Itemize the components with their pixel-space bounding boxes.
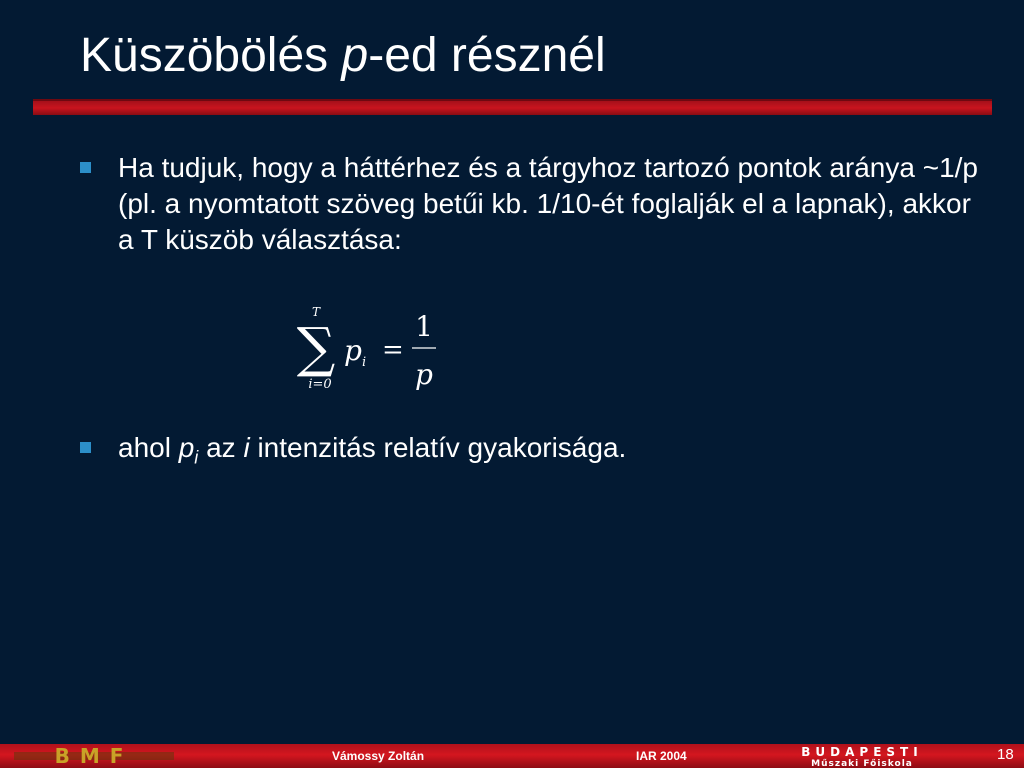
bullet2-before: ahol	[118, 432, 179, 463]
slide-title	[80, 26, 606, 86]
term-variable: p	[344, 334, 362, 367]
bullet-item-2	[80, 430, 626, 476]
term-subscript: i	[362, 355, 367, 370]
square-bullet-icon	[80, 442, 91, 453]
sigma-symbol: ∑	[296, 316, 336, 379]
budapesti-logo	[760, 745, 965, 767]
equals-sign: =	[382, 335, 404, 365]
bullet2-subscript: i	[194, 447, 199, 468]
threshold-formula	[296, 304, 446, 401]
fraction-denominator: p	[415, 358, 433, 391]
bmf-logo	[14, 745, 174, 767]
bullet-text-1: Ha tudjuk, hogy a háttérhez és a tárgyhoz tartozó pontok aránya ~1/p (pl. a nyomtatott szöveg betűi kb. 1/10-ét foglalják el a lapnak), akkor a T küszöb választása:	[118, 152, 978, 255]
budapesti-logo-line1: BUDAPESTI	[801, 745, 923, 759]
footer-course: IAR 2004	[636, 749, 687, 763]
page-number: 18	[997, 746, 1014, 763]
square-bullet-icon	[80, 162, 91, 173]
footer-bar	[0, 744, 1024, 768]
bullet2-after: intenzitás relatív gyakorisága.	[249, 432, 627, 463]
fraction-numerator: 1	[415, 310, 433, 343]
bullet2-middle: az	[198, 432, 244, 463]
bullet-item-1	[80, 150, 988, 258]
formula-graphic	[296, 304, 446, 396]
sum-lower-limit: i=0	[308, 377, 332, 392]
title-suffix: -ed résznél	[368, 29, 606, 82]
title-underline-bar	[33, 99, 992, 115]
bullet-text-2	[118, 430, 626, 476]
footer-author: Vámossy Zoltán	[332, 749, 425, 763]
budapesti-logo-line2: Műszaki Főiskola	[811, 759, 913, 767]
title-italic-p: p	[341, 29, 369, 82]
title-prefix: Küszöbölés	[80, 29, 342, 82]
bmf-logo-text: BMF	[54, 745, 134, 767]
sum-upper-limit: T	[311, 305, 321, 319]
bullet2-var: p	[178, 432, 195, 463]
bullet2-index: i	[243, 432, 250, 463]
